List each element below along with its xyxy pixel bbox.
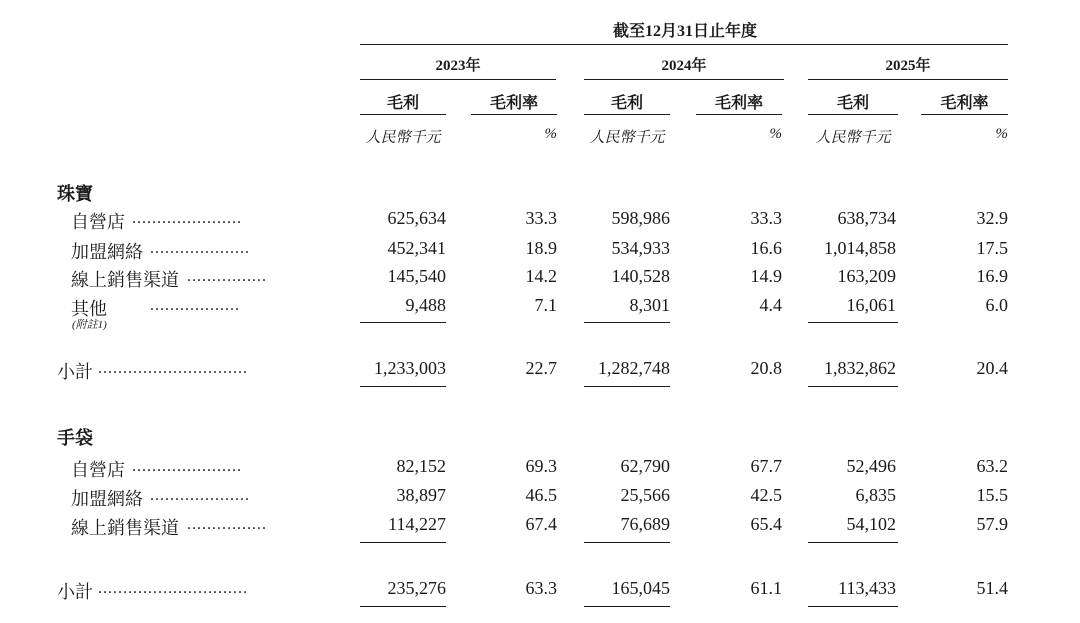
leader-dots: ...................... — [132, 458, 242, 475]
leader-dots: ................ — [187, 516, 267, 533]
col-rule — [696, 114, 782, 115]
cell-value: 54,102 — [846, 514, 896, 534]
subtotal-rule — [360, 322, 446, 323]
cell-value: 16.9 — [976, 266, 1008, 286]
cell-value: 46.5 — [525, 485, 557, 505]
cell-value: 598,986 — [611, 208, 670, 228]
cell-value: 140,528 — [611, 266, 670, 286]
col-margin-2024: 毛利率 — [714, 95, 763, 112]
cell-value: 42.5 — [750, 485, 782, 505]
year-2024: 2024年 — [661, 58, 707, 74]
cell-value: 625,634 — [387, 208, 446, 228]
col-rule — [921, 114, 1008, 115]
col-gross-profit-2023: 毛利 — [386, 95, 419, 112]
cell-value: 17.5 — [976, 238, 1008, 258]
col-rule — [360, 114, 446, 115]
year-2024-rule — [584, 79, 784, 80]
row-label-group — [71, 295, 107, 339]
period-header: 截至12月31日止年度 — [612, 23, 757, 40]
total-rule — [360, 606, 446, 607]
cell-value: 15.5 — [976, 485, 1008, 505]
row-label: 線上銷售渠道 — [71, 518, 179, 538]
leader-dots: ................ — [187, 268, 267, 285]
cell-value: 4.4 — [759, 295, 782, 315]
cell-value: 6.0 — [985, 295, 1008, 315]
subtotal-rule — [808, 542, 898, 543]
cell-value: 235,276 — [387, 578, 446, 598]
col-rule — [808, 114, 898, 115]
col-margin-2023: 毛利率 — [489, 95, 538, 112]
cell-value: 25,566 — [620, 485, 670, 505]
total-rule — [360, 386, 446, 387]
col-gross-profit-2025: 毛利 — [836, 95, 869, 112]
cell-value: 1,014,858 — [824, 238, 896, 258]
cell-value: 6,835 — [855, 485, 896, 505]
cell-value: 33.3 — [525, 208, 557, 228]
col-rule — [471, 114, 557, 115]
leader-dots: .................... — [150, 487, 250, 504]
cell-value: 67.4 — [525, 514, 557, 534]
cell-value: 16,061 — [846, 295, 896, 315]
cell-value: 145,540 — [387, 266, 446, 286]
cell-value: 165,045 — [611, 578, 670, 598]
col-rule — [584, 114, 670, 115]
unit-amount-2024: 人民幣千元 — [589, 130, 665, 146]
cell-value: 1,233,003 — [374, 358, 446, 378]
period-rule — [360, 44, 1008, 45]
cell-value: 52,496 — [846, 456, 896, 476]
unit-amount-2025: 人民幣千元 — [815, 130, 891, 146]
total-rule — [584, 386, 670, 387]
row-label: 小計 — [57, 582, 93, 602]
row-label: 小計 — [57, 362, 93, 382]
total-rule — [584, 606, 670, 607]
cell-value: 7.1 — [534, 295, 557, 315]
cell-value: 32.9 — [976, 208, 1008, 228]
cell-value: 163,209 — [837, 266, 896, 286]
row-label: 自營店 — [71, 460, 125, 480]
section-title-handbags: 手袋 — [57, 428, 93, 448]
cell-value: 61.1 — [750, 578, 782, 598]
unit-pct-2025: % — [995, 126, 1008, 142]
cell-value: 16.6 — [750, 238, 782, 258]
row-label: 加盟網絡 — [71, 242, 143, 262]
cell-value: 452,341 — [387, 238, 446, 258]
cell-value: 69.3 — [525, 456, 557, 476]
cell-value: 14.2 — [525, 266, 557, 286]
cell-value: 62,790 — [620, 456, 670, 476]
cell-value: 14.9 — [750, 266, 782, 286]
leader-dots: .................... — [150, 240, 250, 257]
row-label: 其他 — [71, 299, 107, 319]
subtotal-rule — [360, 542, 446, 543]
cell-value: 67.7 — [750, 456, 782, 476]
subtotal-rule — [584, 542, 670, 543]
cell-value: 638,734 — [837, 208, 896, 228]
cell-value: 1,832,862 — [824, 358, 896, 378]
cell-value: 76,689 — [620, 514, 670, 534]
cell-value: 9,488 — [405, 295, 446, 315]
row-label-note: (附註1) — [72, 319, 107, 331]
leader-dots: ...................... — [132, 210, 242, 227]
cell-value: 1,282,748 — [598, 358, 670, 378]
unit-amount-2023: 人民幣千元 — [365, 130, 441, 146]
cell-value: 82,152 — [396, 456, 446, 476]
col-margin-2025: 毛利率 — [940, 95, 989, 112]
cell-value: 114,227 — [388, 514, 446, 534]
cell-value: 57.9 — [976, 514, 1008, 534]
cell-value: 38,897 — [396, 485, 446, 505]
cell-value: 20.4 — [976, 358, 1008, 378]
subtotal-rule — [584, 322, 670, 323]
row-label: 線上銷售渠道 — [71, 270, 179, 290]
leader-dots: .................. — [150, 297, 240, 314]
cell-value: 113,433 — [838, 578, 896, 598]
cell-value: 51.4 — [976, 578, 1008, 598]
cell-value: 22.7 — [525, 358, 557, 378]
cell-value: 20.8 — [750, 358, 782, 378]
cell-value: 534,933 — [611, 238, 670, 258]
total-rule — [808, 386, 898, 387]
cell-value: 8,301 — [629, 295, 670, 315]
row-label: 自營店 — [71, 212, 125, 232]
cell-value: 18.9 — [525, 238, 557, 258]
leader-dots: .............................. — [98, 360, 248, 377]
leader-dots: .............................. — [98, 580, 248, 597]
subtotal-rule — [808, 322, 898, 323]
unit-pct-2024: % — [769, 126, 782, 142]
cell-value: 65.4 — [750, 514, 782, 534]
year-2025-rule — [808, 79, 1008, 80]
year-2025: 2025年 — [885, 58, 931, 74]
year-2023-rule — [360, 79, 556, 80]
unit-pct-2023: % — [544, 126, 557, 142]
total-rule — [808, 606, 898, 607]
col-gross-profit-2024: 毛利 — [610, 95, 643, 112]
row-label: 加盟網絡 — [71, 489, 143, 509]
cell-value: 63.2 — [976, 456, 1008, 476]
year-2023: 2023年 — [435, 58, 481, 74]
cell-value: 33.3 — [750, 208, 782, 228]
cell-value: 63.3 — [525, 578, 557, 598]
section-title-jewelry: 珠寶 — [57, 184, 93, 204]
